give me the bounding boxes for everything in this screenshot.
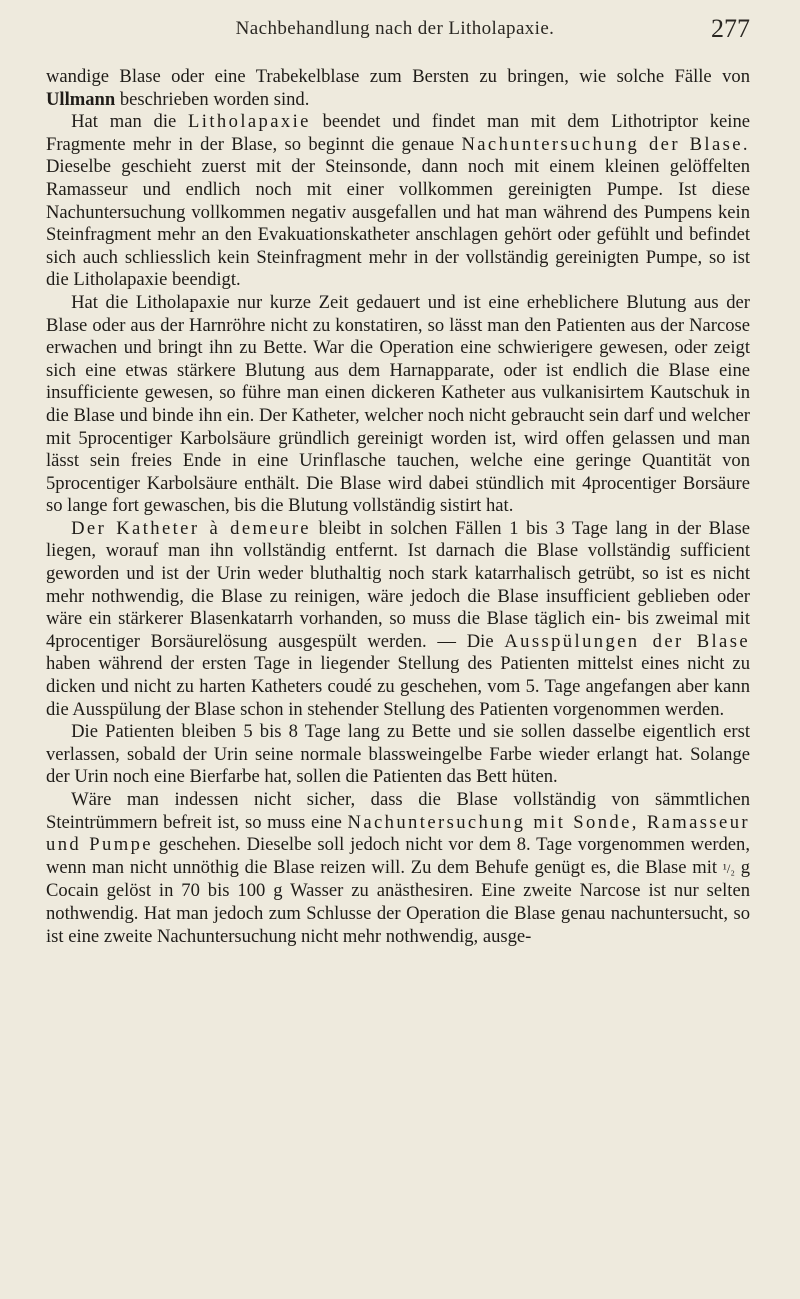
paragraph bbox=[46, 66, 750, 111]
paragraph bbox=[46, 789, 750, 948]
text-run: haben während der ersten Tage in liegender Stellung des Patienten mittelst eines nicht zu dicken und nicht zu harten Katheters coudé zu geschehen, vom 5. Tage angefangen aber kann die Ausspülung der Blase schon in stehender Stellung des Patienten vorgenommen werden. bbox=[46, 653, 750, 720]
emphasized-text: Nachuntersuchung der Blase. bbox=[461, 133, 750, 155]
text-run: Dieselbe geschieht zuerst mit der Steinsonde, dann noch mit einem kleinen gelöffelten Ramasseur und endlich noch mit einer vollkommen gereinigten Pumpe. Ist diese Nachuntersuchung vollkommen negativ ausgefallen und hat man während des Pumpens kein Steinfragment mehr an den Evakuationskatheter anschlagen gehört oder gefühlt und befindet sich auch schliesslich kein Steinfragment mehr in der vollständig gereinigten Pumpe, so ist die Litholapaxie beendigt. bbox=[46, 156, 750, 291]
text-run: Wäre man indessen nicht sicher, dass die Blase vollständig von sämmtlichen Steintrümmern befreit ist, so muss eine bbox=[46, 789, 750, 833]
running-title: Nachbehandlung nach der Litholapaxie. bbox=[235, 18, 555, 39]
paragraph bbox=[46, 111, 750, 292]
page-number: 277 bbox=[711, 14, 750, 43]
text-run: bleibt in solchen Fällen 1 bis 3 Tage lang in der Blase liegen, worauf man ihn vollständig entfernt. Ist darnach die Blase vollständig sufficient geworden und ist der Urin weder bluthaltig noch stark katarrhalisch getrübt, so ist es nicht mehr nothwendig, die Blase zu reinigen, wäre jedoch die Blase insufficient geblieben oder wäre ein stärkerer Blasenkatarrh vorhanden, so muss die Blase täglich ein- bis zweimal mit 4procentiger Borsäurelösung ausgespült werden. — Die bbox=[46, 517, 750, 652]
text-run: beendet und findet man mit dem Lithotriptor keine Fragmente mehr in der Blase, so beginnt die genaue bbox=[46, 111, 750, 155]
paragraph bbox=[46, 292, 750, 518]
text-run: Hat man die bbox=[71, 111, 189, 133]
emphasized-text: Litholapaxie bbox=[188, 111, 311, 133]
page-header bbox=[40, 14, 750, 48]
body-text bbox=[46, 66, 750, 948]
fraction: ¹/₂ bbox=[722, 860, 735, 876]
paragraph bbox=[46, 518, 750, 721]
emphasized-text: Ausspülungen der Blase bbox=[504, 630, 751, 652]
author-name: Ullmann bbox=[46, 88, 116, 110]
text-run: wandige Blase oder eine Trabekelblase zum Bersten zu bringen, wie solche Fälle von bbox=[46, 66, 750, 87]
paragraph bbox=[46, 721, 750, 789]
emphasized-text: Der Katheter à demeure bbox=[71, 517, 311, 539]
text-run: Hat die Litholapaxie nur kurze Zeit gedauert und ist eine erheblichere Blutung aus der Blase oder aus der Harnröhre nicht zu konstatiren, so lässt man den Patienten aus der Narcose erwachen und bringt ihn zu Bette. War die Operation eine schwierigere gewesen, oder zeigt sich eine etwas stärkere Blutung aus dem Harnapparate, oder ist endlich die Blase eine insufficiente gewesen, so führe man einen dickeren Katheter aus vulkanisirtem Kautschuk in die Blase und binde ihn ein. Der Katheter, welcher noch nicht gebraucht sein darf und welcher mit 5procentiger Karbolsäure gründlich gereinigt worden ist, wird offen gelassen und man lässt sein freies Ende in eine Urinflasche tauchen, welche eine geringe Quantität von 5procentiger Karbolsäure enthält. Die Blase wird dabei stündlich mit 4procentiger Borsäure so lange fort gewaschen, bis die Blutung vollständig sistirt hat. bbox=[46, 291, 750, 517]
text-run: g Cocain gelöst in 70 bis 100 g Wasser zu anästhesiren. Eine zweite Narcose ist nur selten nothwendig. Hat man jedoch zum Schlusse der Operation die Blase genau nachuntersucht, so ist eine zweite Nachuntersuchung nicht mehr nothwendig, ausge- bbox=[46, 856, 750, 947]
text-run: Die Patienten bleiben 5 bis 8 Tage lang zu Bette und sie sollen dasselbe eigentlich erst verlassen, sobald der Urin seine normale blassweingelbe Farbe wieder erlangt hat. Solange der Urin noch eine Bierfarbe hat, sollen die Patienten das Bett hüten. bbox=[46, 721, 750, 788]
text-run: geschehen. Dieselbe soll jedoch nicht vor dem 8. Tage vorgenommen werden, wenn man nicht unnöthig die Blase reizen will. Zu dem Behufe genügt es, die Blase mit bbox=[46, 834, 751, 878]
emphasized-text: Nachuntersuchung mit Sonde, Ramasseur und Pumpe bbox=[46, 811, 751, 856]
text-run: beschrieben worden sind. bbox=[115, 88, 310, 110]
